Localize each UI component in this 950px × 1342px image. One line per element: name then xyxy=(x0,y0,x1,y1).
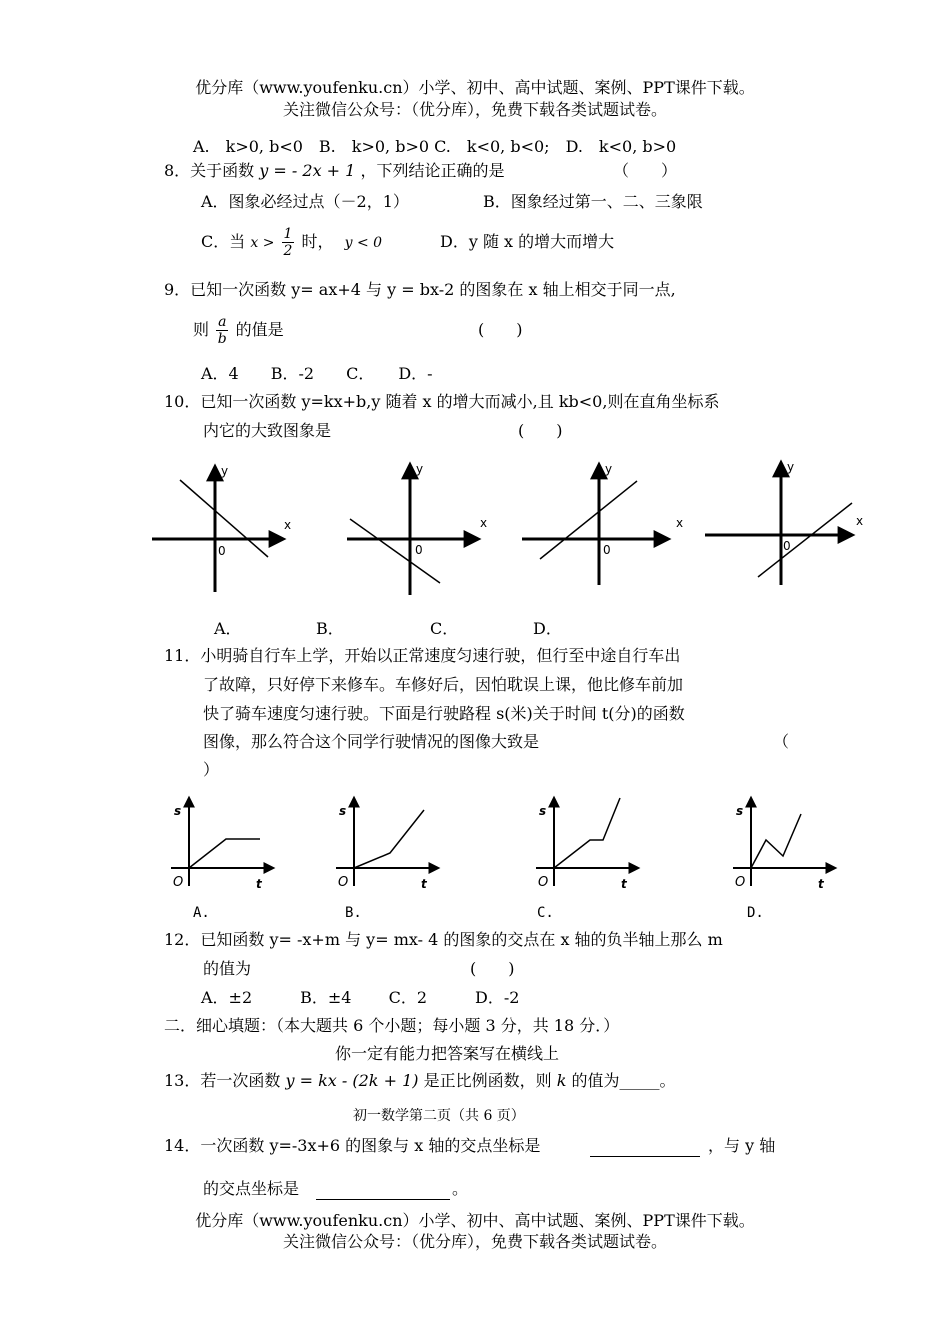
t-label: t xyxy=(421,877,427,891)
header-line-1: 优分库（www.youfenku.cn）小学、初中、高中试题、案例、PPT课件下载。 xyxy=(195,78,755,97)
s-label: s xyxy=(339,804,347,818)
x-label: x xyxy=(480,516,488,530)
q13-line xyxy=(164,1071,676,1091)
origin-label: 0 xyxy=(415,543,423,557)
q10-graph-b xyxy=(347,462,487,595)
q7-options: A. k>0, b<0 B. k>0, b>0 C. k<0, b<0; D. k<0, b>0 xyxy=(193,137,677,156)
q10-stem-line-2: 内它的大致图象是 xyxy=(203,421,332,440)
q10-label-a: A． xyxy=(214,619,242,638)
section-2-title: 二．细心填题：（本大题共 6 个小题；每小题 3 分，共 18 分．） xyxy=(164,1016,620,1035)
q10-graph-c xyxy=(522,462,683,585)
q8-option-d: D．y 随 x 的增大而增大 xyxy=(440,232,615,251)
q11-label-d: D. xyxy=(747,905,764,921)
q14-mid: ，与 y 轴 xyxy=(708,1136,776,1155)
q14-line-2 xyxy=(203,1179,299,1199)
q8-option-c-fraction xyxy=(282,226,295,259)
q8-suffix: ，下列结论正确的是 xyxy=(360,161,505,180)
q8-option-c-prefix: C．当 xyxy=(201,232,246,251)
q10-label-d: D． xyxy=(533,619,562,638)
q8-option-c xyxy=(201,222,382,263)
header-line-2: 关注微信公众号：（优分库），免费下载各类试题试卷。 xyxy=(282,100,667,119)
q13-tail: 的值为_____。 xyxy=(571,1071,676,1090)
q11-line-1: 11．小明骑自行车上学，开始以正常速度匀速行驶，但行至中途自行车出 xyxy=(164,646,681,665)
q9-then: 则 xyxy=(193,320,210,339)
origin-label: 0 xyxy=(218,544,226,558)
q14-blank-2[interactable] xyxy=(316,1179,450,1200)
q8-formula: y = - 2x + 1 xyxy=(259,161,356,180)
q8-paren: （ ） xyxy=(613,161,678,180)
q11-graphs xyxy=(0,790,950,925)
function-line xyxy=(350,519,440,583)
origin-label: 0 xyxy=(603,543,611,557)
q13-var: k xyxy=(556,1071,567,1090)
x-label: x xyxy=(676,516,684,530)
q10-graph-d xyxy=(705,460,863,585)
q10-label-c: C． xyxy=(430,619,459,638)
s-label: s xyxy=(539,804,547,818)
q11-line-3: 快了骑车速度匀速行驶。下面是行驶路程 s(米)关于时间 t(分)的函数 xyxy=(203,704,685,723)
q14-line1-text: 14．一次函数 y=-3x+6 的图象与 x 轴的交点坐标是 xyxy=(164,1136,541,1155)
q13-mid: 是正比例函数，则 xyxy=(423,1071,552,1090)
page-number-footer: 初一数学第二页（共 6 页） xyxy=(353,1108,525,1124)
function-line xyxy=(758,503,852,577)
t-label: t xyxy=(621,877,627,891)
s-label: s xyxy=(736,804,744,818)
q11-label-c: C. xyxy=(537,905,554,921)
y-label: y xyxy=(787,460,795,474)
distance-curve xyxy=(189,839,260,868)
distance-curve xyxy=(554,798,620,868)
q9-stem: 9．已知一次函数 y= ax+4 与 y = bx-2 的图象在 x 轴上相交于同一点, xyxy=(164,280,676,299)
q14-end: 。 xyxy=(452,1179,469,1198)
q11-graph-a xyxy=(171,798,273,891)
distance-curve xyxy=(751,814,801,868)
q12-options: A．±2 B．±4 C．2 D．-2 xyxy=(201,988,520,1007)
q12-line-1: 12．已知函数 y= -x+m 与 y= mx- 4 的图象的交点在 x 轴的负半轴上那么 m xyxy=(164,930,723,949)
q11-label-a: A. xyxy=(193,905,210,921)
q11-label-b: B. xyxy=(345,905,362,921)
q11-graph-b xyxy=(336,798,438,891)
q14-blank-1[interactable] xyxy=(590,1136,700,1157)
s-label: s xyxy=(174,804,182,818)
q11-paren-close: ） xyxy=(203,760,220,779)
q10-stem-line-1: 10．已知一次函数 y=kx+b,y 随着 x 的增大而减小,且 kb<0,则在直角坐标系 xyxy=(164,392,720,411)
q8-prefix: 8．关于函数 xyxy=(164,161,255,180)
x-label: x xyxy=(856,514,864,528)
q10-graphs xyxy=(0,455,950,625)
origin-label: O xyxy=(538,875,549,890)
q11-paren-open: （ xyxy=(773,732,790,751)
t-label: t xyxy=(256,877,262,891)
q14-line-1 xyxy=(164,1136,540,1156)
q10-label-b: B． xyxy=(316,619,344,638)
fraction-denominator: b xyxy=(217,331,227,347)
q9-options: A．4 B．-2 C． D．- xyxy=(201,364,433,383)
y-label: y xyxy=(221,464,229,478)
q14-line2-text: 的交点坐标是 xyxy=(203,1179,300,1198)
distance-curve xyxy=(354,810,424,868)
q12-paren: ( ) xyxy=(470,959,515,978)
footer-line-1: 优分库（www.youfenku.cn）小学、初中、高中试题、案例、PPT课件下载。 xyxy=(195,1211,755,1230)
q11-line-4: 图像，那么符合这个同学行驶情况的图像大致是 xyxy=(203,732,540,751)
fraction-numerator: a xyxy=(218,314,227,330)
q10-graph-a xyxy=(152,464,291,592)
q8-option-c-suffix: 时， xyxy=(301,232,334,251)
origin-label: O xyxy=(338,875,349,890)
q8-option-a: A．图象必经过点（－2，1） xyxy=(201,192,409,211)
y-label: y xyxy=(416,462,424,476)
q9-paren: ( ) xyxy=(478,320,523,339)
q12-line-2: 的值为 xyxy=(203,959,252,978)
fraction-denominator: 2 xyxy=(283,243,293,259)
t-label: t xyxy=(818,877,824,891)
origin-label: O xyxy=(173,875,184,890)
q8-option-c-cond: y < 0 xyxy=(344,235,383,251)
q9-tail: 的值是 xyxy=(235,320,284,339)
q11-graph-d xyxy=(733,798,835,891)
q9-fraction xyxy=(216,314,228,347)
function-line xyxy=(540,481,637,559)
q13-formula: y = kx - (2k + 1) xyxy=(285,1071,419,1090)
origin-label: O xyxy=(735,875,746,890)
q11-line-2: 了故障，只好停下来修车。车修好后，因怕耽误上课，他比修车前加 xyxy=(203,675,684,694)
q13-prefix: 13．若一次函数 xyxy=(164,1071,281,1090)
q8-stem xyxy=(164,161,504,181)
q8-option-c-var: x > xyxy=(250,235,275,251)
section-2-subtitle: 你一定有能力把答案写在横线上 xyxy=(335,1044,560,1063)
footer-line-2: 关注微信公众号：（优分库），免费下载各类试题试卷。 xyxy=(282,1232,667,1251)
q10-paren: ( ) xyxy=(518,421,563,440)
origin-label: 0 xyxy=(783,539,791,553)
y-label: y xyxy=(605,462,613,476)
fraction-numerator: 1 xyxy=(283,226,293,242)
q11-graph-c xyxy=(536,798,638,891)
q9-line2 xyxy=(193,310,284,350)
q8-option-b: B．图象经过第一、二、三象限 xyxy=(483,192,703,211)
x-label: x xyxy=(284,518,292,532)
